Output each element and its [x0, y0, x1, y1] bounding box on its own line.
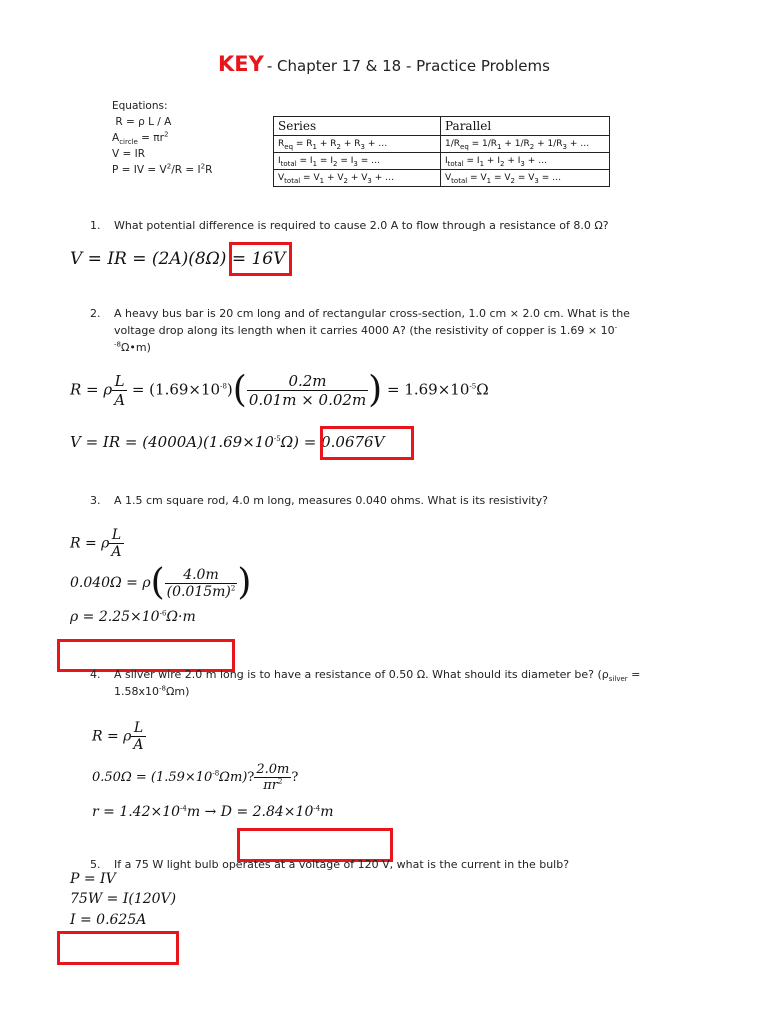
equations-heading: Equations:: [112, 100, 168, 112]
problem-3-substitution: 0.040Ω = ρ( $\frac{4.0m}{(0.015m)^2}$ ): [70, 562, 252, 603]
equations-block: [112, 98, 212, 178]
table-row-voltage: [274, 170, 610, 187]
problem-3-result: $\rho = 2.25\times 10^{-6}\Omega\cdot m$: [70, 609, 196, 625]
problem-5-formula: P = IV: [70, 871, 116, 887]
problem-1-solution: V = IR = (2A)(8Ω) = 16V: [70, 249, 286, 269]
problem-2-resistance-calc: R = ρ $\frac{L}{A}$ = $(1.69\times 10^{-8})$( $\frac{0.2m}{0.01m \times 0.02m}$ ) = $1.69\times 10^{-5}\Omega$: [70, 369, 489, 411]
header-series: Series: [274, 117, 441, 136]
parallel-resistance: $1/R_{eq} = 1/R_1 + 1/R_2 + 1/R_3$ + …: [441, 136, 610, 153]
answer-highlight-box: [57, 931, 179, 965]
answer-highlight-box: [320, 426, 414, 460]
header-parallel: Parallel: [441, 117, 610, 136]
table-header-row: [274, 117, 610, 136]
answer-highlight-box: [229, 242, 292, 276]
problem-2-voltage-calc: V = IR = $(4000A)(1.69\times 10^{-5}\Omega) = 0.0676V$: [70, 433, 385, 451]
series-voltage: $V_{total} = V_1 + V_2 + V_3$ + …: [274, 170, 441, 187]
problem-4-result: $r = 1.42\times 10^{-4}m \to D = 2.84\times 10^{-4}m$: [92, 804, 334, 820]
equation-area: $A_{circle} = \pi r^2$: [112, 130, 169, 147]
problem-4-substitution: $0.50\Omega = (1.59\times 10^{-8}\Omega m)$? $\frac{2.0m}{\pi r^2}$ ?: [92, 762, 299, 793]
parallel-current: $I_{total} = I_1 + I_2 + I_3$ + …: [441, 153, 610, 170]
key-label: KEY: [218, 52, 264, 76]
title-text: - Chapter 17 & 18 - Practice Problems: [266, 57, 550, 75]
equation-power: P = IV = $V^2/R = I^2R$: [112, 162, 213, 176]
problem-4-formula: R = ρ $\frac{L}{A}$: [92, 720, 144, 753]
equation-resistivity: R = ρ L / A: [115, 116, 172, 128]
series-parallel-table: [273, 116, 610, 187]
problem-5-result: I = 0.625A: [70, 912, 147, 928]
page-title: [0, 52, 768, 76]
table-row-resistance: [274, 136, 610, 153]
equation-ohms-law: V = IR: [112, 148, 146, 160]
table-row-current: [274, 153, 610, 170]
problem-3-formula: R = ρ $\frac{L}{A}$: [70, 527, 122, 560]
series-resistance: $R_{eq} = R_1 + R_2 + R_3$ + …: [274, 136, 441, 153]
series-current: $I_{total} = I_1 = I_2 = I_3$ = …: [274, 153, 441, 170]
problem-5-substitution: 75W = I(120V): [70, 891, 177, 907]
parallel-voltage: $V_{total} = V_1 = V_2 = V_3$ = …: [441, 170, 610, 187]
